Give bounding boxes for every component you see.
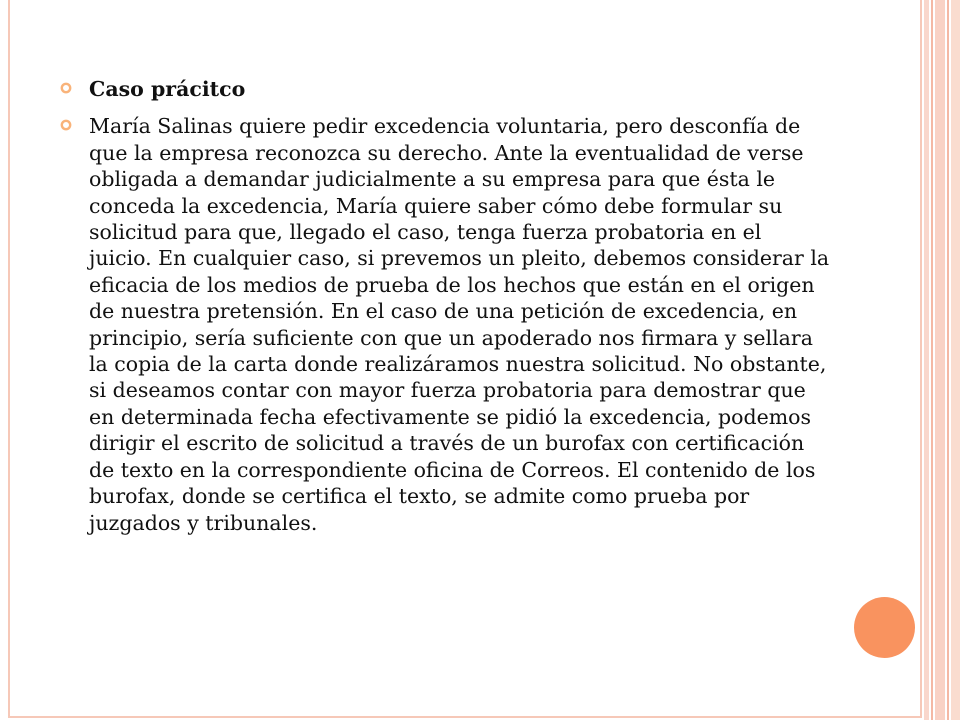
slide-title: Caso prácitco <box>89 77 246 101</box>
stripe <box>947 0 949 720</box>
decorative-circle <box>854 597 915 658</box>
stripe <box>924 0 929 720</box>
stripe <box>935 0 945 720</box>
slide-content <box>60 76 830 536</box>
bullet-item-title <box>60 76 830 102</box>
ring-bullet-icon <box>60 82 72 94</box>
decorative-stripes <box>924 0 960 720</box>
stripe <box>931 0 933 720</box>
body-paragraph: María Salinas quiere pedir excedencia voluntaria, pero desconfía de que la empresa reconozca su derecho. Ante la eventualidad de verse obligada a demandar judicialmente a su empresa para que ésta le conceda la excedencia, María quiere saber cómo debe formular su solicitud para que, llegado el caso, tenga fuerza probatoria en el juicio. En cualquier caso, si prevemos un pleito, debemos considerar la eficacia de los medios de prueba de los hechos que están en el origen de nuestra pretensión. En el caso de una petición de excedencia, en principio, sería suficiente con que un apoderado nos firmara y sellara la copia de la carta donde realizáramos nuestra solicitud. No obstante, si deseamos contar con mayor fuerza probatoria para demostrar que en determinada fecha efectivamente se pidió la excedencia, podemos dirigir el escrito de solicitud a través de un burofax con certificación de texto en la correspondiente oficina de Correos. El contenido de los burofax, donde se certifica el texto, se admite como prueba por juzgados y tribunales. <box>89 114 830 535</box>
stripe <box>951 0 960 720</box>
ring-bullet-icon <box>60 119 72 131</box>
bullet-item-body <box>60 113 830 536</box>
